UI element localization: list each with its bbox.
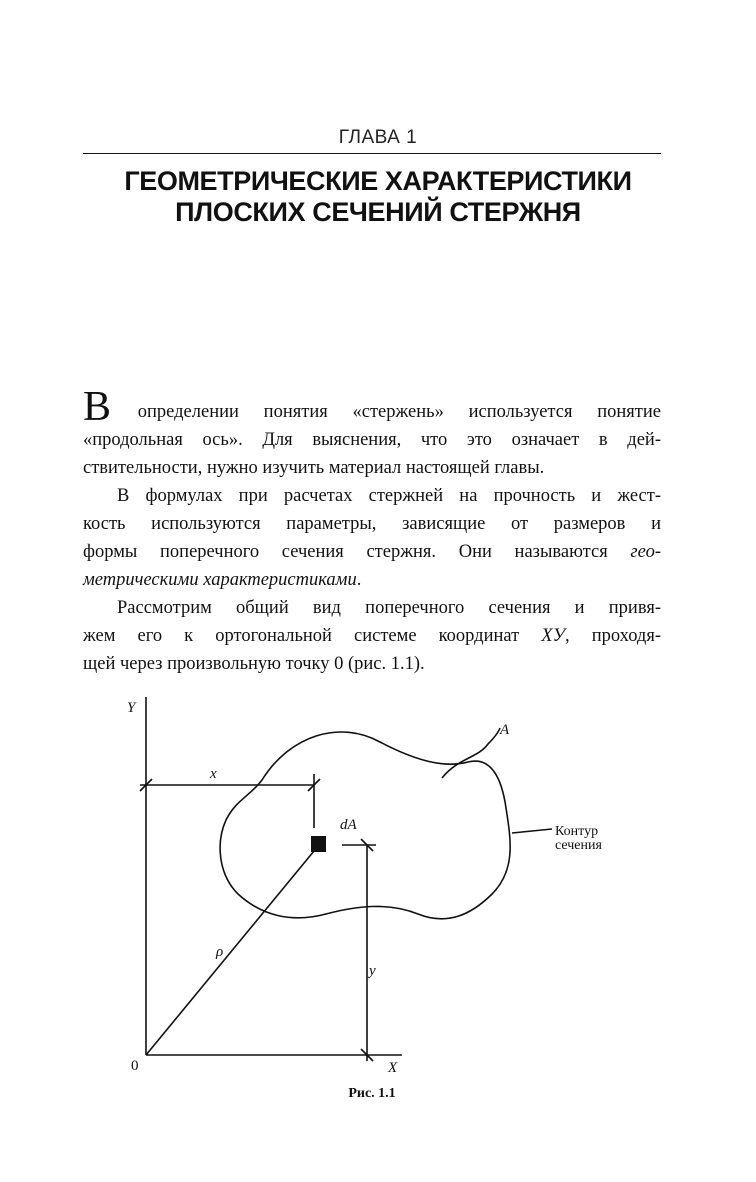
- chapter-title-line-2: ПЛОСКИХ СЕЧЕНИЙ СТЕРЖНЯ: [175, 197, 581, 227]
- chapter-title-line-1: ГЕОМЕТРИЧЕСКИЕ ХАРАКТЕРИСТИКИ: [124, 166, 632, 196]
- rho-label: ρ: [216, 944, 224, 960]
- paragraph-3-line-2-end: , проходя-: [565, 626, 662, 646]
- element-dA-square: [311, 836, 326, 852]
- paragraph-2-line-1: В формулах при расчетах стержней на прочность и жест-: [117, 486, 661, 506]
- paragraph-1-line-3: ствительности, нужно изучить материал настоящей главы.: [83, 458, 545, 478]
- paragraph-1-line-1-text: определении понятия «стержень» используется понятие: [137, 402, 661, 422]
- figure-caption: Рис. 1.1: [348, 1086, 396, 1101]
- paragraph-3-line-1: Рассмотрим общий вид поперечного сечения и привя-: [117, 598, 661, 618]
- y-axis-label: Y: [127, 700, 136, 716]
- contour-leader: [512, 829, 552, 833]
- y-dimension-label: y: [369, 963, 376, 979]
- rho-line: [146, 851, 314, 1055]
- contour-label-line-1: Контур: [555, 824, 599, 839]
- paragraph-3-line-2-text: жем его к ортогональной системе координат: [83, 626, 520, 646]
- x-dimension-label: x: [210, 766, 217, 782]
- contour-label-line-2: сечения: [555, 838, 602, 853]
- chapter-label: ГЛАВА 1: [338, 127, 418, 148]
- paragraph-2-line-2: кость используются параметры, зависящие от размеров и: [83, 514, 661, 534]
- origin-label: 0: [131, 1058, 139, 1074]
- area-leader: [442, 728, 500, 778]
- paragraph-2-line-3-text: формы поперечного сечения стержня. Они называются: [83, 542, 608, 562]
- coordinate-system-name: ХУ: [541, 626, 566, 646]
- section-contour: [220, 732, 510, 919]
- paragraph-1-line-2: «продольная ось». Для выяснения, что это означает в дей-: [83, 430, 661, 450]
- area-label: A: [500, 722, 510, 738]
- italic-term-start: гео-: [630, 542, 661, 562]
- drop-cap: В: [83, 384, 112, 430]
- element-label: dA: [340, 817, 357, 833]
- x-axis-label: X: [388, 1060, 398, 1076]
- italic-term-end: метрическими характеристиками: [83, 570, 357, 590]
- paragraph-3-line-3: щей через произвольную точку 0 (рис. 1.1).: [83, 654, 425, 674]
- paragraph-2-line-4-period: .: [356, 570, 362, 590]
